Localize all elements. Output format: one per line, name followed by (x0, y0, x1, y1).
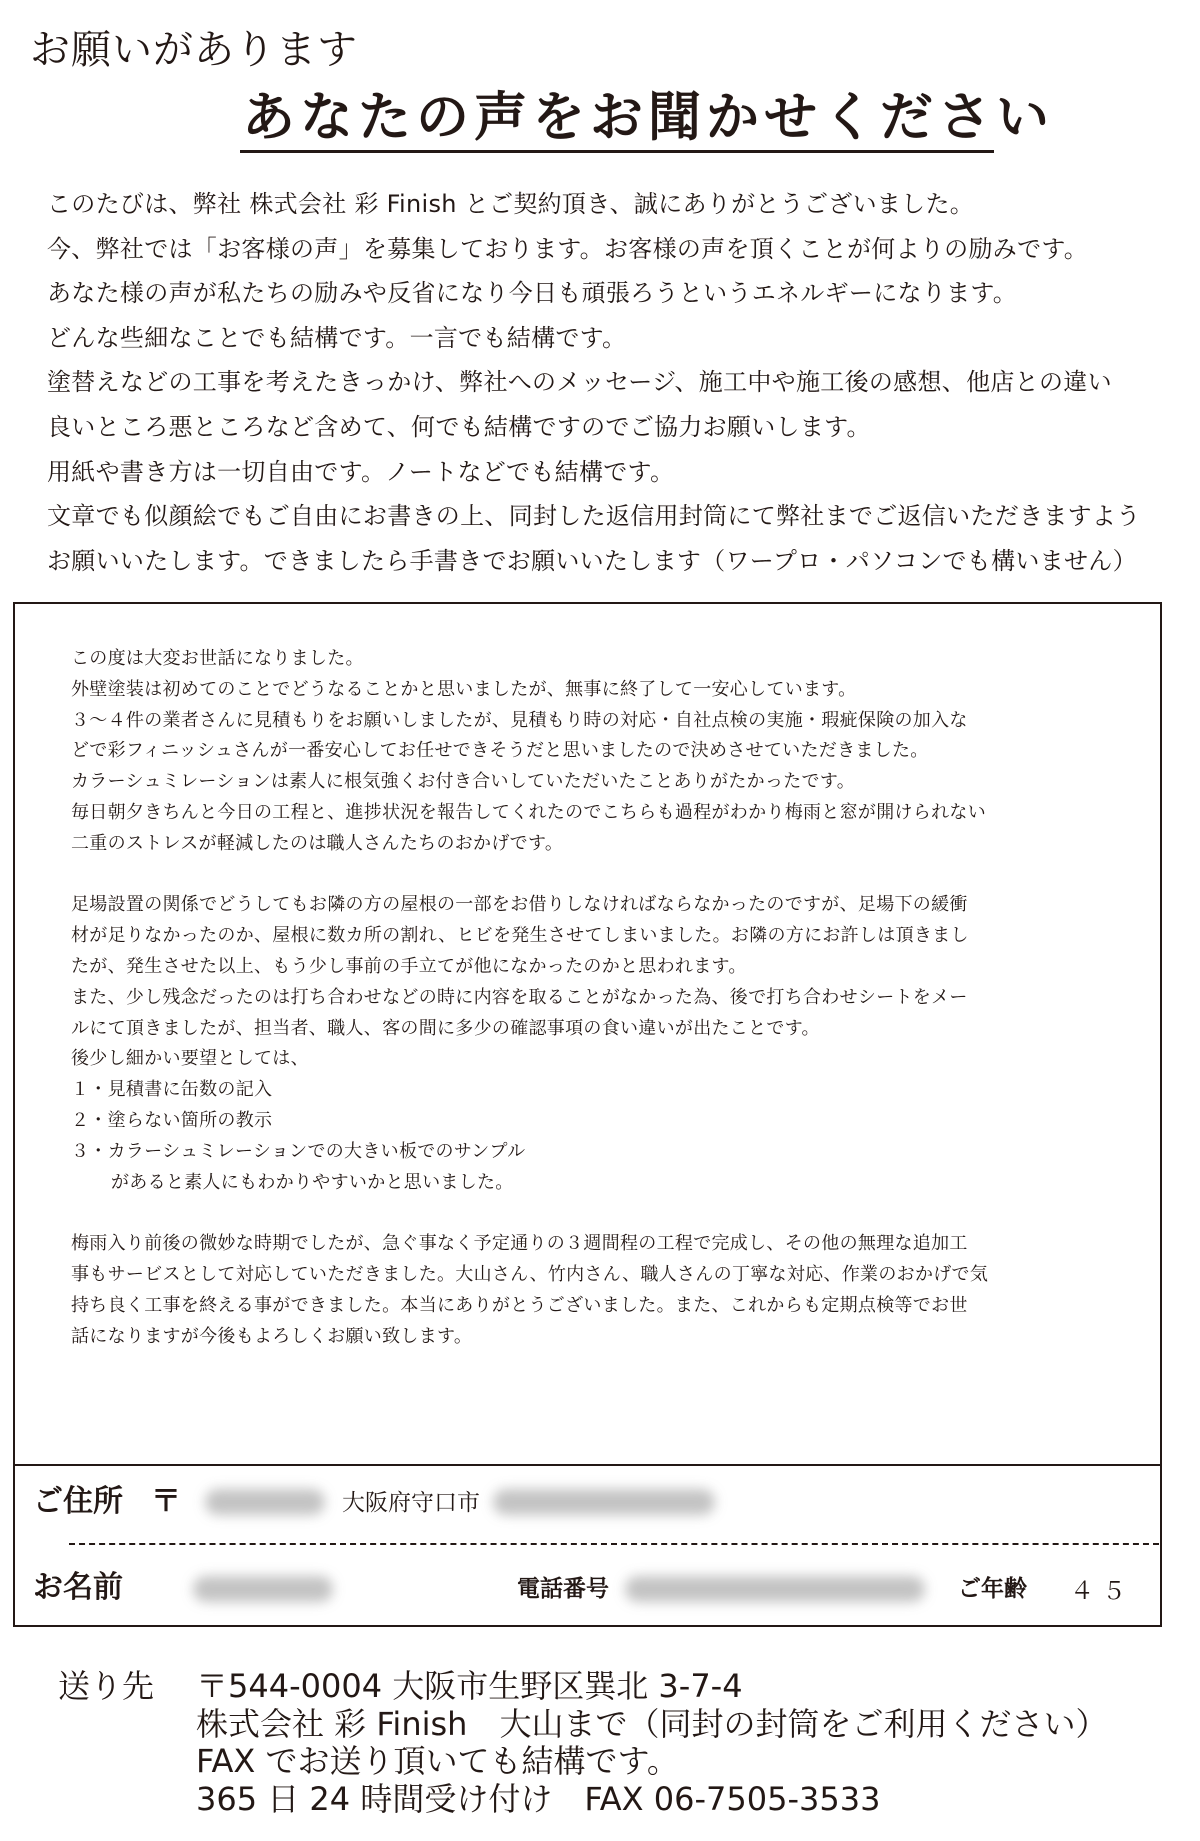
letter-line: 持ち良く工事を終える事ができました。本当にありがとうございました。また、これからも定期点検等でお世 (71, 1294, 968, 1316)
age-label: ご年齢 (958, 1576, 1027, 1602)
intro-text (47, 182, 1187, 583)
phone-label: 電話番号 (517, 1576, 609, 1602)
address-label: ご住所 (33, 1484, 123, 1519)
letter-line: 梅雨入り前後の微妙な時期でしたが、急ぐ事なく予定通りの３週間程の工程で完成し、その他の無理な追加工 (71, 1233, 968, 1255)
form-dashed-divider (69, 1543, 1159, 1545)
letter-list-item: ３・カラーシュミレーションでの大きい板でのサンプル (71, 1140, 526, 1162)
letter-line: 外壁塗装は初めてのことでどうなることかと思いましたが、無事に終了して一安心しています。 (71, 678, 857, 700)
letter-line: ３～４件の業者さんに見積もりをお願いしましたが、見積もり時の対応・自社点検の実施・瑕疵保険の加入な (71, 709, 968, 731)
intro-line: どんな些細なことでも結構です。一言でも結構です。 (47, 323, 627, 352)
sendto-address: 〒544-0004 大阪市生野区巽北 3-7-4 (196, 1667, 743, 1705)
name-redacted (193, 1576, 333, 1602)
sendto-fax-note: FAX でお送り頂いても結構です。 (196, 1742, 679, 1780)
intro-line: 塗替えなどの工事を考えたきっかけ、弊社へのメッセージ、施工中や施工後の感想、他店との違い (47, 368, 1112, 397)
letter-line: また、少し残念だったのは打ち合わせなどの時に内容を取ることがなかった為、後で打ち合わせシートをメー (71, 986, 968, 1008)
postal-mark: 〒 (151, 1484, 181, 1519)
customer-letter (71, 644, 1131, 1352)
intro-line: 今、弊社では「お客様の声」を募集しております。お客様の声を頂くことが何よりの励みです。 (47, 234, 1089, 263)
letter-line: 毎日朝夕きちんと今日の工程と、進捗状況を報告してくれたのでこちらも過程がわかり梅雨と窓が開けられない (71, 801, 986, 823)
intro-line: お願いいたします。できましたら手書きでお願いいたします（ワープロ・パソコンでも構いません） (47, 546, 1137, 575)
age-value: ４５ (1070, 1577, 1134, 1605)
sendto-details (196, 1668, 1107, 1818)
sendto-fax-number: 365 日 24 時間受け付け FAX 06-7505-3533 (196, 1779, 881, 1818)
letter-list-continuation: があると素人にもわかりやすいかと思いました。 (111, 1171, 514, 1193)
letter-line: 二重のストレスが軽減したのは職人さんたちのおかげです。 (71, 832, 564, 854)
letter-line: どで彩フィニッシュさんが一番安心してお任せできそうだと思いましたので決めさせていただきました。 (71, 740, 929, 762)
phone-redacted (625, 1576, 925, 1602)
response-panel (13, 602, 1162, 1627)
address-redacted (493, 1489, 715, 1515)
letter-blank-line (71, 1198, 1131, 1229)
postal-code-redacted (205, 1489, 325, 1515)
sendto-label: 送り先 (58, 1667, 155, 1705)
title-underline (240, 150, 994, 153)
letter-line: 足場設置の関係でどうしてもお隣の方の屋根の一部をお借りしなければならなかったのですが、足場下の緩衝 (71, 894, 968, 916)
letter-line: カラーシュミレーションは素人に根気強くお付き合いしていただいたことありがたかったです。 (71, 771, 856, 793)
intro-line: 用紙や書き方は一切自由です。ノートなどでも結構です。 (47, 457, 675, 486)
letter-list-item: ２・塗らない箇所の教示 (71, 1109, 273, 1131)
letter-line: 事もサービスとして対応していただきました。大山さん、竹内さん、職人さんの丁寧な対応、作業のおかげで気 (71, 1263, 989, 1285)
letter-blank-line (71, 860, 1131, 891)
name-label: お名前 (33, 1570, 123, 1605)
intro-line: あなた様の声が私たちの励みや反省になり今日も頑張ろうというエネルギーになります。 (47, 279, 1018, 308)
letter-list-item: １・見積書に缶数の記入 (71, 1079, 273, 1101)
sendto-company: 株式会社 彩 Finish 大山まで（同封の封筒をご利用ください） (196, 1704, 1108, 1743)
page-title: あなたの声をお聞かせください (242, 87, 1054, 148)
intro-line: このたびは、弊社 株式会社 彩 Finish とご契約頂き、誠にありがとうございました。 (47, 190, 975, 218)
letter-line: 話になりますが今後もよろしくお願い致します。 (71, 1325, 473, 1347)
letter-line: 後少し細かい要望としては、 (71, 1048, 309, 1070)
intro-line: 良いところ悪ところなど含めて、何でも結構ですのでご協力お願いします。 (47, 412, 871, 441)
letter-line: 材が足りなかったのか、屋根に数カ所の割れ、ヒビを発生させてしまいました。お隣の方にお許しは頂きまし (71, 925, 969, 947)
form-top-divider (15, 1464, 1160, 1466)
greeting: お願いがあります (30, 27, 358, 73)
address-value: 大阪府守口市 (342, 1490, 480, 1516)
intro-line: 文章でも似顔絵でもご自由にお書きの上、同封した返信用封筒にて弊社までご返信いただきますよう (47, 502, 1141, 531)
letter-line: ルにて頂きましたが、担当者、職人、客の間に多少の確認事項の食い違いが出たことです。 (71, 1017, 820, 1039)
letter-line: たが、発生させた以上、もう少し事前の手立てが他になかったのかと思われます。 (71, 955, 747, 977)
letter-line: この度は大変お世話になりました。 (71, 648, 364, 669)
